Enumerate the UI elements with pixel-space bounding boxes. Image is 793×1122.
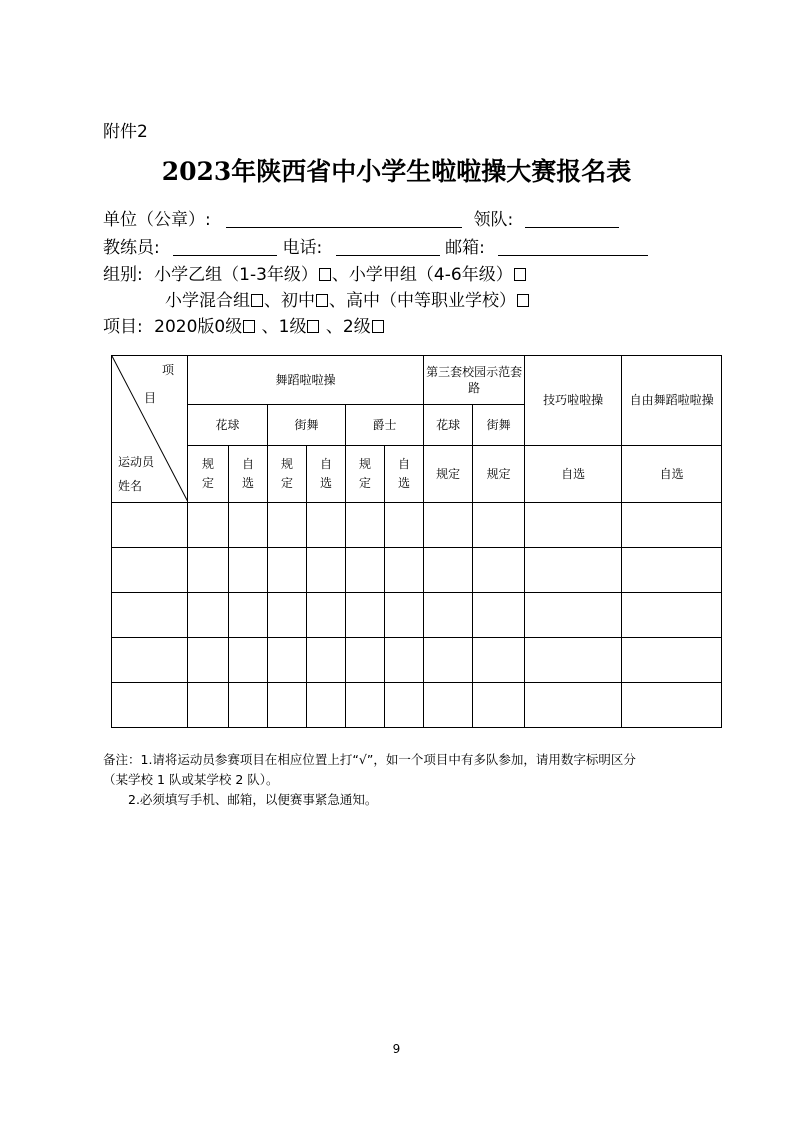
- header-dance: 舞蹈啦啦操: [188, 356, 424, 405]
- group-primary-mixed-checkbox[interactable]: [251, 294, 263, 307]
- group-junior-checkbox[interactable]: [316, 294, 328, 307]
- group-primary-b-checkbox[interactable]: [319, 268, 331, 281]
- corner-label-item-1: 项: [162, 363, 175, 377]
- table-row: [112, 638, 722, 683]
- email-label: 邮箱:: [445, 238, 485, 258]
- attachment-label: 附件2: [103, 122, 148, 142]
- group-junior: 、初中: [264, 291, 315, 311]
- jazz-optional: 自选: [385, 446, 424, 503]
- group-senior: 、高中（中等职业学校）: [329, 291, 516, 311]
- street-required: 规定: [268, 446, 307, 503]
- jazz-required: 规定: [346, 446, 385, 503]
- subheader-pom: 花球: [188, 405, 268, 446]
- notes-section: [103, 750, 723, 810]
- form-title: 2023年陕西省中小学生啦啦操大赛报名表: [161, 157, 632, 186]
- table-row: [112, 593, 722, 638]
- item-row: [103, 312, 385, 337]
- group-primary-a: 、小学甲组（4-6年级）: [331, 265, 513, 285]
- unit-label: 单位（公章）:: [103, 210, 211, 230]
- header-free-dance: 自由舞蹈啦啦操: [622, 356, 722, 446]
- coach-field[interactable]: [173, 237, 277, 256]
- item-level-1: 、1级: [256, 317, 307, 337]
- group-row-1: [103, 260, 527, 285]
- coach-label: 教练员:: [103, 238, 160, 258]
- item-level-2: 、2级: [320, 317, 371, 337]
- note-line-2: （某学校 1 队或某学校 2 队）。: [103, 772, 279, 787]
- group-primary-a-checkbox[interactable]: [514, 268, 526, 281]
- item-level-0-checkbox[interactable]: [243, 320, 255, 333]
- group-label: 组别:: [103, 265, 143, 285]
- third-street-required: 规定: [473, 446, 525, 503]
- unit-row: [103, 205, 619, 230]
- item-level-0: 2020版0级: [154, 317, 243, 337]
- phone-field[interactable]: [336, 237, 440, 256]
- coach-row: [103, 233, 648, 258]
- street-optional: 自选: [307, 446, 346, 503]
- corner-header-cell: [112, 356, 188, 503]
- group-primary-mixed: 小学混合组: [165, 291, 250, 311]
- group-senior-checkbox[interactable]: [517, 294, 529, 307]
- free-optional: 自选: [622, 446, 722, 503]
- third-pom-required: 规定: [424, 446, 473, 503]
- unit-field[interactable]: [226, 209, 462, 228]
- corner-label-name: 姓名: [118, 479, 143, 493]
- pom-required: 规定: [188, 446, 229, 503]
- email-field[interactable]: [498, 237, 648, 256]
- note-line-1: 备注：1.请将运动员参赛项目在相应位置上打“√”，如一个项目中有多队参加，请用数字标明区分: [103, 752, 636, 767]
- item-level-1-checkbox[interactable]: [307, 320, 319, 333]
- corner-label-item-2: 目: [144, 391, 157, 405]
- corner-label-athlete: 运动员: [118, 455, 155, 469]
- item-level-2-checkbox[interactable]: [372, 320, 384, 333]
- page-number: 9: [392, 1042, 401, 1056]
- group-row-2: [165, 286, 530, 311]
- header-third-set: 第三套校园示范套路: [424, 356, 525, 405]
- table-row: [112, 503, 722, 548]
- subheader-street-third: 街舞: [473, 405, 525, 446]
- skill-optional: 自选: [525, 446, 622, 503]
- group-primary-b: 小学乙组（1-3年级）: [154, 265, 318, 285]
- pom-optional: 自选: [229, 446, 268, 503]
- leader-field[interactable]: [525, 209, 619, 228]
- item-label: 项目:: [103, 317, 143, 337]
- registration-table: [111, 355, 722, 728]
- table-row: [112, 683, 722, 728]
- header-skill: 技巧啦啦操: [525, 356, 622, 446]
- phone-label: 电话:: [282, 238, 323, 258]
- leader-label: 领队:: [473, 210, 514, 230]
- subheader-pom-third: 花球: [424, 405, 473, 446]
- subheader-jazz: 爵士: [346, 405, 424, 446]
- subheader-street: 街舞: [268, 405, 346, 446]
- note-line-3: 2.必须填写手机、邮箱，以便赛事紧急通知。: [128, 792, 378, 807]
- table-row: [112, 548, 722, 593]
